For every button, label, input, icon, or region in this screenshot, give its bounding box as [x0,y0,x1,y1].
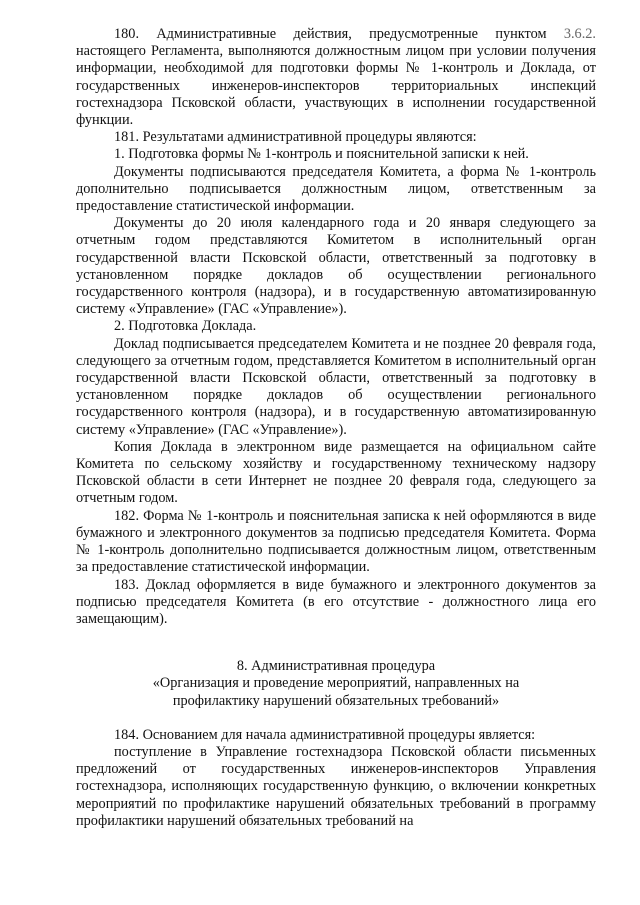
document-page [76,26,596,830]
spacer [76,628,596,658]
clause-reference: 3.6.2. [563,26,596,42]
list-item-2-text-2: Копия Доклада в электронном виде размещается на официальном сайте Комитета по сельскому хозяйству и государственному техническому надзору Псковской области в сети Интернет не позднее 20 февраля года, следующего за отчетным годом. [76,438,596,507]
list-item-1-text-2: Документы до 20 июля календарного года и 20 января следующего за отчетным годом представляются Комитетом в исполнительный орган государственной власти Псковской области, ответственный за подготовку в установленном порядке докладов об осуществлении регионального государственного контроля (надзора), и в государственную автоматизированную систему «Управление» (ГАС «Управление»). [76,215,596,318]
list-item-2-text-1: Доклад подписывается председателем Комитета и не позднее 20 февраля года, следующего за отчетным годом, представляется Комитетом в исполнительный орган государственной власти Псковской области, ответственный за подготовку в установленном порядке докладов об осуществлении регионального государственного контроля (надзора), и в государственную автоматизированную систему «Управление» (ГАС «Управление»). [76,335,596,438]
list-item-1: 1. Подготовка формы № 1-контроль и пояснительной записки к ней. [114,146,529,163]
paragraph-181: 181. Результатами административной процедуры являются: [114,129,477,146]
section-subtitle-line-2: профилактику нарушений обязательных требований» [172,692,500,709]
paragraph-183: 183. Доклад оформляется в виде бумажного и электронного документов за подписью председателя Комитета (в его отсутствие - должностного лица его замещающим). [76,576,596,627]
paragraph-180 [76,26,596,129]
list-item-2: 2. Подготовка Доклада. [114,318,257,335]
paragraph-182: 182. Форма № 1-контроль и пояснительная записка к ней оформляются в виде бумажного и электронного документов за подписью председателя Комитета. Форма № 1-контроль дополнительно подписывается должностным лицом, ответственным за предоставление статистической информации. [76,507,596,576]
paragraph-180-start: 180. Административные действия, предусмотренные пунктом [114,26,547,42]
section-title: 8. Административная процедура [236,658,436,675]
list-item-1-text-1: Документы подписываются председателя Комитета, а форма № 1-контроль дополнительно подписывается должностным лицом, ответственным за предоставление статистической информации. [76,163,596,215]
paragraph-184: 184. Основанием для начала административной процедуры является: [114,726,536,743]
paragraph-180-rest: настоящего Регламента, выполняются должностным лицом при условии получения информации, необходимой для подготовки формы № 1-контроль и Доклада, от государственных инженеров-инспекторов территориальных инспекций гостехнадзора Псковской области, участвующих в исполнении государственной функции. [76,43,596,129]
spacer [76,710,596,727]
paragraph-184-body: поступление в Управление гостехнадзора Псковской области письменных предложений от государственных инженеров-инспекторов Управления гостехнадзора, исполняющих государственную функцию, о включении конкретных мероприятий по профилактике нарушений обязательных требований в программу профилактики нарушений обязательных требований на [76,743,596,829]
section-subtitle-line-1: «Организация и проведение мероприятий, направленных на [152,675,520,692]
